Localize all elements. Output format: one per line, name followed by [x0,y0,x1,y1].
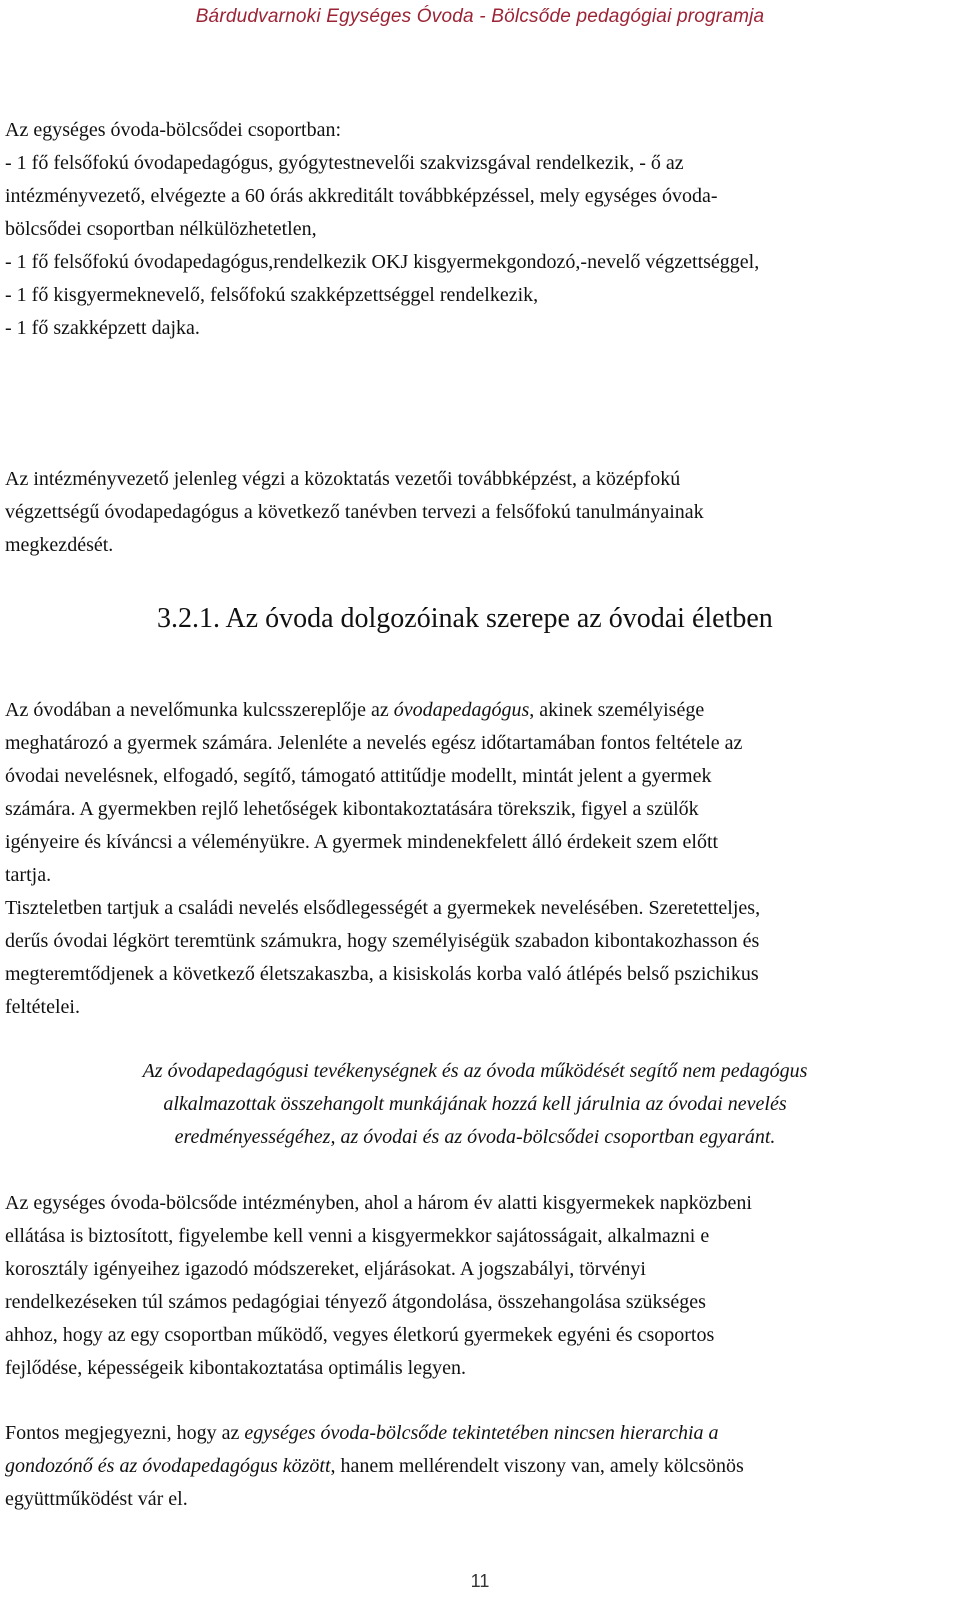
text-line: rendelkezéseken túl számos pedagógiai tényező átgondolása, összehangolása szükséges [5,1291,706,1313]
italic-run: gondozónő és az óvodapedagógus között [5,1455,331,1477]
text-line: eredményességéhez, az óvodai és az óvoda-bölcsődei csoportban egyaránt. [174,1126,776,1148]
text-line: Az egységes óvoda-bölcsődei csoportban: [5,119,342,141]
text-line: Tiszteletben tartjuk a családi nevelés elsődlegességét a gyermekek nevelésében. Szeretetteljes, [5,897,761,919]
text-line: - 1 fő kisgyermeknevelő, felsőfokú szakképzettséggel rendelkezik, [5,284,539,306]
text-line: ellátása is biztosított, figyelembe kell venni a kisgyermekkor sajátosságait, alkalmazni e [5,1225,710,1247]
text-line: Az intézményvezető jelenleg végzi a közoktatás vezetői továbbképzést, a középfokú [5,468,681,490]
staff-list [5,114,955,345]
italic-run: egységes óvoda-bölcsőde tekintetében nincsen hierarchia a [244,1422,719,1444]
text-line: - 1 fő felsőfokú óvodapedagógus, gyógytestnevelői szakvizsgával rendelkezik, - ő az [5,152,684,174]
text-line: fejlődése, képességeik kibontakoztatása optimális legyen. [5,1357,466,1379]
text-line: intézményvezető, elvégezte a 60 órás akkreditált továbbképzéssel, mely egységes óvoda- [5,185,718,207]
text-line: együttműködést vár el. [5,1488,188,1510]
text-line: tartja. [5,864,52,886]
text-line: megteremtődjenek a következő életszakaszba, a kisiskolás korba való átlépés belső pszichikus [5,963,759,985]
text-line: számára. A gyermekben rejlő lehetőségek kibontakoztatására törekszik, figyel a szülők [5,798,699,820]
text-line: igényeire és kíváncsi a véleményükre. A gyermek mindenekfelett álló érdekeit szem előtt [5,831,719,853]
page-header: Bárdudvarnoki Egységes Óvoda - Bölcsőde pedagógiai programja [195,6,765,27]
text-line: - 1 fő szakképzett dajka. [5,317,200,339]
text-line [5,1417,955,1450]
text-line: derűs óvodai légkört teremtünk számukra, hogy személyiségük szabadon kibontakozhasson és [5,930,760,952]
text-line: feltételei. [5,996,80,1018]
text-line: Az óvodapedagógusi tevékenységnek és az óvoda működését segítő nem pedagógus [142,1060,808,1082]
text-line [5,1450,955,1483]
role-paragraph [5,694,955,892]
text-run: Az óvodában a nevelőmunka kulcsszereplője az [5,699,394,721]
text-line: meghatározó a gyermek számára. Jelenléte a nevelés egész időtartamában fontos feltétele az [5,732,743,754]
text-run: , akinek személyisége [529,699,705,721]
integrated-group-paragraph [5,1187,955,1385]
text-line: óvodai nevelésnek, elfogadó, segítő, támogató attitűdje modellt, mintát jelent a gyermek [5,765,712,787]
page-number: 11 [470,1571,490,1591]
training-paragraph [5,463,955,562]
text-line: Az egységes óvoda-bölcsőde intézményben, ahol a három év alatti kisgyermekek napközbeni [5,1192,752,1214]
text-run: Fontos megjegyezni, hogy az [5,1422,245,1444]
text-run: , hanem mellérendelt viszony van, amely kölcsönös [330,1455,744,1477]
text-line: - 1 fő felsőfokú óvodapedagógus,rendelkezik OKJ kisgyermekgondozó,-nevelő végzettséggel, [5,251,760,273]
text-line: korosztály igényeihez igazodó módszereket, eljárásokat. A jogszabályi, törvényi [5,1258,646,1280]
text-line: bölcsődei csoportban nélkülözhetetlen, [5,218,317,240]
italic-quote [0,1055,950,1154]
text-line [5,694,955,727]
text-line: megkezdését. [5,534,114,556]
hierarchy-paragraph [5,1417,955,1516]
respect-paragraph [5,892,955,1024]
italic-run: óvodapedagógus [393,699,530,721]
section-heading: 3.2.1. Az óvoda dolgozóinak szerepe az óvodai életben [157,603,773,634]
text-line: alkalmazottak összehangolt munkájának hozzá kell járulnia az óvodai nevelés [163,1093,787,1115]
text-line: végzettségű óvodapedagógus a következő tanévben tervezi a felsőfokú tanulmányainak [5,501,704,523]
text-line: ahhoz, hogy az egy csoportban működő, vegyes életkorú gyermekek egyéni és csoportos [5,1324,715,1346]
